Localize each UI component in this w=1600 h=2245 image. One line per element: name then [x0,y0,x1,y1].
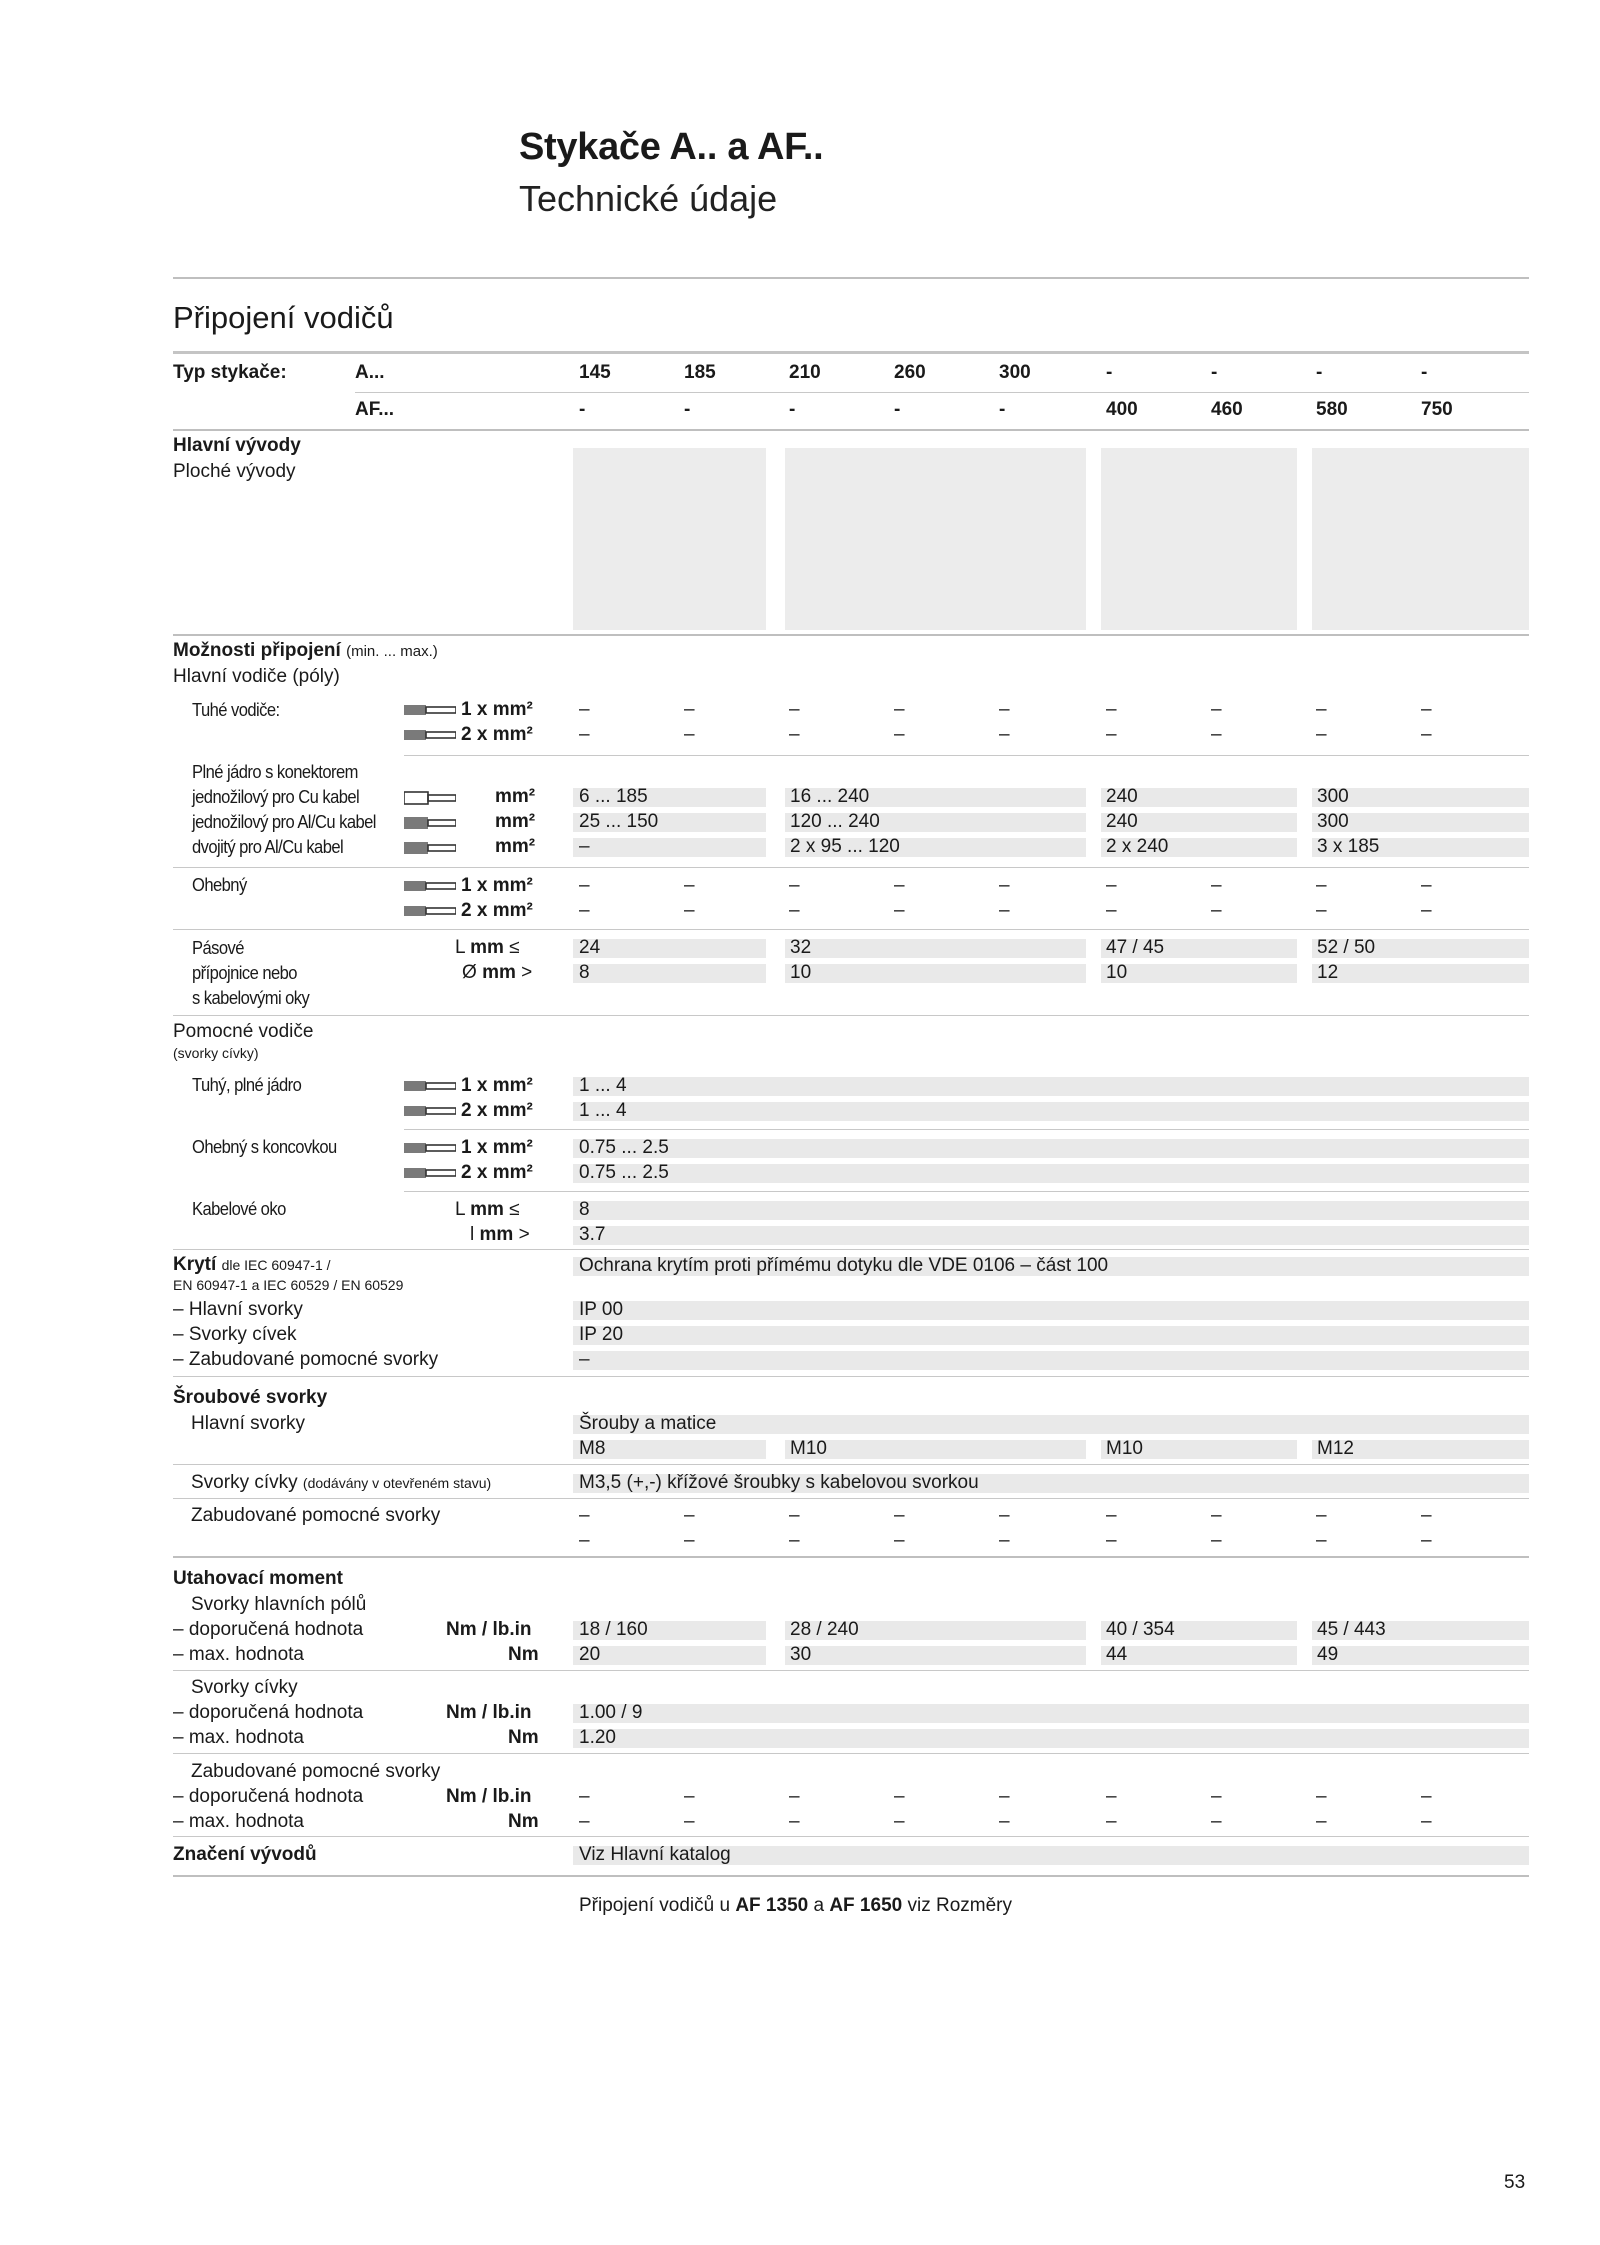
screw-coil-value: M3,5 (+,-) křížové šroubky s kabelovou svorkou [579,1472,979,1493]
torque-max-label: – max. hodnota [173,1727,304,1748]
unit-1x: 1 x mm² [461,1137,533,1158]
table-cell: 260 [894,362,926,383]
table-cell: M8 [579,1438,606,1459]
table-cell: – [579,724,590,745]
protection-aux-label: – Zabudované pomocné svorky [173,1349,439,1370]
screw-aux-label: Zabudované pomocné svorky [191,1505,441,1526]
torque-main-label: Svorky hlavních pólů [191,1594,367,1615]
table-cell: – [894,699,905,720]
table-cell: 300 [1317,786,1349,807]
table-cell: – [684,724,695,745]
table-cell: – [1211,1811,1222,1832]
torque-coil-rec: 1.00 / 9 [579,1702,643,1723]
divider [173,1670,1529,1671]
aux-solid-label: Tuhý, plné jádro [192,1075,302,1095]
torque-rec-label: – doporučená hodnota [173,1702,364,1723]
connection-sub: Hlavní vodiče (póly) [173,666,340,687]
wire-icon [404,726,456,744]
table-cell: 49 [1317,1644,1339,1665]
table-cell: – [579,1530,590,1551]
torque-aux-label: Zabudované pomocné svorky [191,1761,441,1782]
table-cell: - [1106,362,1113,383]
divider [173,1376,1529,1377]
value-bar [1312,1646,1529,1665]
divider [173,1498,1529,1499]
protection-main-value: IP 00 [579,1299,624,1320]
table-cell: – [1106,724,1117,745]
table-cell: – [789,724,800,745]
main-terminals-sub: Ploché vývody [173,461,296,482]
table-cell: 32 [790,937,812,958]
page-number: 53 [1504,2172,1526,2193]
table-cell: – [1106,1811,1117,1832]
table-cell: – [894,1786,905,1807]
divider [173,1753,1529,1754]
table-cell: - [789,399,796,420]
unit-mm2: mm² [495,811,536,832]
table-cell: – [1211,875,1222,896]
footnote: Připojení vodičů u AF 1350 a AF 1650 viz Rozměry [579,1895,1012,1916]
table-cell: – [789,1505,800,1526]
aux-lug-label: Kabelové oko [192,1199,286,1219]
aux-flex-label: Ohebný s koncovkou [192,1137,337,1157]
divider [355,392,1529,393]
value-bar [573,1646,766,1665]
unit-2x: 2 x mm² [461,1162,533,1183]
table-cell: – [999,1505,1010,1526]
terminal-image [1101,448,1297,630]
value-bar [573,1077,1529,1096]
af-series-label: AF... [355,399,395,420]
aux-title: Pomocné vodiče [173,1021,314,1042]
table-cell: – [1421,724,1432,745]
unit-2x: 2 x mm² [461,900,533,921]
protection-title: Krytí dle IEC 60947-1 / [173,1254,331,1275]
table-cell: – [1421,699,1432,720]
divider [173,351,1529,354]
value-bar [1101,1646,1297,1665]
table-cell: – [1106,1505,1117,1526]
connector-icon [404,814,456,832]
table-cell: – [999,724,1010,745]
value-bar [573,838,766,857]
unit-1x: 1 x mm² [461,1075,533,1096]
table-cell: – [999,1530,1010,1551]
table-cell: – [1421,875,1432,896]
value-bar [785,1440,1086,1459]
divider [404,755,1529,756]
table-cell: 10 [1106,962,1128,983]
wire-icon [404,1102,456,1120]
table-cell: – [579,1811,590,1832]
table-cell: 300 [999,362,1031,383]
table-cell: - [579,399,586,420]
table-cell: – [579,1786,590,1807]
protection-coil-label: – Svorky cívek [173,1324,297,1345]
torque-max-label: – max. hodnota [173,1644,304,1665]
table-cell: 18 / 160 [579,1619,648,1640]
table-cell: – [789,1530,800,1551]
wire-icon [404,902,456,920]
table-cell: – [1316,875,1327,896]
marking-value: Viz Hlavní katalog [579,1844,731,1865]
table-cell: – [894,1530,905,1551]
table-cell: – [1106,1530,1117,1551]
table-cell: 460 [1211,399,1243,420]
table-cell: 8 [579,962,590,983]
table-cell: – [789,900,800,921]
unit-nm-lbin: Nm / lb.in [446,1702,532,1723]
screw-coil-label: Svorky cívky (dodávány v otevřeném stavu) [191,1472,492,1493]
table-cell: 300 [1317,811,1349,832]
marking-title: Značení vývodů [173,1844,317,1865]
terminal-image [785,448,1086,630]
unit-1x: 1 x mm² [461,699,533,720]
unit-L: L mm ≤ [455,937,520,958]
table-cell: - [1211,362,1218,383]
table-cell: – [894,724,905,745]
divider [173,1836,1529,1837]
value-bar [573,1201,1529,1220]
double-alcu-label: dvojitý pro Al/Cu kabel [192,837,344,857]
value-bar [785,964,1086,983]
table-cell: M10 [790,1438,827,1459]
type-label: Typ stykače: [173,362,287,383]
aux-flex-1x: 0.75 ... 2.5 [579,1137,669,1158]
table-cell: 30 [790,1644,812,1665]
table-cell: – [789,875,800,896]
wire-icon [404,1077,456,1095]
value-bar [573,1102,1529,1121]
table-cell: - [1316,362,1323,383]
table-cell: – [789,699,800,720]
table-cell: – [1211,900,1222,921]
divider [173,1249,1529,1250]
table-cell: – [684,1786,695,1807]
table-cell: – [684,875,695,896]
section-title: Připojení vodičů [173,300,394,335]
divider [173,429,1529,431]
table-cell: – [1421,1505,1432,1526]
screw-main-value: Šrouby a matice [579,1413,717,1434]
table-cell: 20 [579,1644,601,1665]
flexible-label: Ohebný [192,875,247,895]
aux-solid-2x: 1 ... 4 [579,1100,627,1121]
divider [173,867,1529,868]
ferrule-icon [404,1164,456,1182]
value-bar [573,964,766,983]
screw-title: Šroubové svorky [173,1387,328,1408]
table-cell: – [684,1505,695,1526]
table-cell: – [1316,1530,1327,1551]
divider [173,634,1529,636]
table-cell: – [579,836,590,857]
torque-coil-label: Svorky cívky [191,1677,298,1698]
value-bar [573,1301,1529,1320]
table-cell: 25 ... 150 [579,811,659,832]
table-cell: – [999,1811,1010,1832]
table-cell: – [1316,699,1327,720]
screw-main-label: Hlavní svorky [191,1413,306,1434]
value-bar [785,939,1086,958]
table-cell: 10 [790,962,812,983]
table-cell: – [1106,875,1117,896]
terminal-image [1312,448,1529,630]
core-connector-label: Plné jádro s konektorem [192,762,358,782]
table-cell: – [579,875,590,896]
table-cell: – [1421,900,1432,921]
table-cell: – [999,900,1010,921]
table-cell: 44 [1106,1644,1128,1665]
table-cell: 580 [1316,399,1348,420]
table-cell: 40 / 354 [1106,1619,1175,1640]
table-cell: 750 [1421,399,1453,420]
solid-wire-label: Tuhé vodiče: [192,700,280,720]
value-bar [573,1729,1529,1748]
table-cell: – [1211,1505,1222,1526]
divider [404,1191,1529,1192]
divider [173,1875,1529,1877]
value-bar [1101,964,1297,983]
table-cell: – [1211,1530,1222,1551]
table-cell: – [1421,1530,1432,1551]
torque-rec-label: – doporučená hodnota [173,1619,364,1640]
table-cell: 6 ... 185 [579,786,648,807]
table-cell: 145 [579,362,611,383]
table-cell: M12 [1317,1438,1354,1459]
busbar-label: přípojnice nebo [192,963,297,983]
table-cell: – [1211,724,1222,745]
table-cell: 12 [1317,962,1339,983]
unit-2x: 2 x mm² [461,724,533,745]
page-title: Stykače A.. a AF.. [519,126,824,168]
unit-nm: Nm [508,1727,539,1748]
value-bar [573,1139,1529,1158]
a-series-label: A... [355,362,385,383]
value-bar [573,1226,1529,1245]
unit-1x: 1 x mm² [461,875,533,896]
table-cell: – [1106,900,1117,921]
table-cell: - [999,399,1006,420]
divider [173,277,1529,279]
table-cell: – [1316,1786,1327,1807]
unit-l: l mm > [470,1224,530,1245]
divider [173,1464,1529,1465]
table-cell: 185 [684,362,716,383]
table-cell: – [579,699,590,720]
wire-icon [404,701,456,719]
value-bar [573,1326,1529,1345]
connector-icon [404,839,456,857]
unit-nm: Nm [508,1644,539,1665]
table-cell: - [894,399,901,420]
table-cell: 240 [1106,786,1138,807]
table-cell: – [684,699,695,720]
unit-L: L mm ≤ [455,1199,520,1220]
table-cell: 210 [789,362,821,383]
terminal-image [573,448,766,630]
aux-lug-l: 3.7 [579,1224,606,1245]
main-terminals-title: Hlavní vývody [173,435,301,456]
table-cell: – [1421,1786,1432,1807]
single-cu-label: jednožilový pro Cu kabel [192,787,360,807]
wire-icon [404,877,456,895]
table-cell: 28 / 240 [790,1619,859,1640]
table-cell: 3 x 185 [1317,836,1380,857]
table-cell: – [684,900,695,921]
table-cell: - [1421,362,1428,383]
table-cell: 2 x 240 [1106,836,1169,857]
table-cell: – [1106,699,1117,720]
table-cell: 2 x 95 ... 120 [790,836,900,857]
aux-note: (svorky cívky) [173,1045,259,1061]
table-cell: – [1316,900,1327,921]
unit-mm2: mm² [495,836,536,857]
value-bar [785,1646,1086,1665]
table-cell: – [894,1505,905,1526]
table-cell: – [684,1530,695,1551]
table-cell: – [999,875,1010,896]
single-alcu-label: jednožilový pro Al/Cu kabel [192,812,376,832]
unit-nm-lbin: Nm / lb.in [446,1619,532,1640]
table-cell: M10 [1106,1438,1143,1459]
aux-flex-2x: 0.75 ... 2.5 [579,1162,669,1183]
unit-dia: Ø mm > [462,962,533,983]
busbar-label: s kabelovými oky [192,988,310,1008]
table-cell: – [894,900,905,921]
table-cell: 24 [579,937,601,958]
table-cell: 52 / 50 [1317,937,1376,958]
torque-coil-max: 1.20 [579,1727,616,1748]
torque-title: Utahovací moment [173,1568,343,1589]
value-bar [573,1704,1529,1723]
page-subtitle: Technické údaje [519,178,778,219]
protection-value: Ochrana krytím proti přímému dotyku dle VDE 0106 – část 100 [579,1255,1109,1276]
table-cell: - [684,399,691,420]
value-bar [1312,964,1529,983]
table-cell: 47 / 45 [1106,937,1165,958]
divider [404,1129,1529,1130]
table-cell: – [1211,1786,1222,1807]
value-bar [573,1164,1529,1183]
table-cell: – [1316,1505,1327,1526]
table-cell: – [1421,1811,1432,1832]
busbar-label: Pásové [192,938,244,958]
connection-title: Možnosti připojení (min. ... max.) [173,640,438,661]
table-cell: 120 ... 240 [790,811,880,832]
value-bar [573,1351,1529,1370]
table-cell: – [579,900,590,921]
table-cell: – [684,1811,695,1832]
table-cell: 45 / 443 [1317,1619,1386,1640]
connector-icon [404,789,456,807]
unit-nm-lbin: Nm / lb.in [446,1786,532,1807]
table-cell: 400 [1106,399,1138,420]
protection-note: EN 60947-1 a IEC 60529 / EN 60529 [173,1277,404,1293]
divider [173,1556,1529,1558]
unit-mm2: mm² [495,786,536,807]
table-cell: – [1316,724,1327,745]
table-cell: – [1211,699,1222,720]
unit-2x: 2 x mm² [461,1100,533,1121]
unit-nm: Nm [508,1811,539,1832]
table-cell: – [1316,1811,1327,1832]
protection-main-label: – Hlavní svorky [173,1299,303,1320]
torque-max-label: – max. hodnota [173,1811,304,1832]
table-cell: – [1106,1786,1117,1807]
table-cell: – [789,1786,800,1807]
aux-solid-1x: 1 ... 4 [579,1075,627,1096]
table-cell: – [999,1786,1010,1807]
table-cell: 240 [1106,811,1138,832]
divider [173,929,1529,930]
ferrule-icon [404,1139,456,1157]
protection-aux-value: – [579,1349,590,1370]
table-cell: – [894,875,905,896]
torque-rec-label: – doporučená hodnota [173,1786,364,1807]
table-cell: – [999,699,1010,720]
table-cell: 16 ... 240 [790,786,870,807]
protection-coil-value: IP 20 [579,1324,624,1345]
table-cell: – [579,1505,590,1526]
value-bar [573,939,766,958]
aux-lug-L: 8 [579,1199,590,1220]
table-cell: – [894,1811,905,1832]
value-bar [573,1415,1529,1434]
divider [173,1015,1529,1016]
table-cell: – [789,1811,800,1832]
